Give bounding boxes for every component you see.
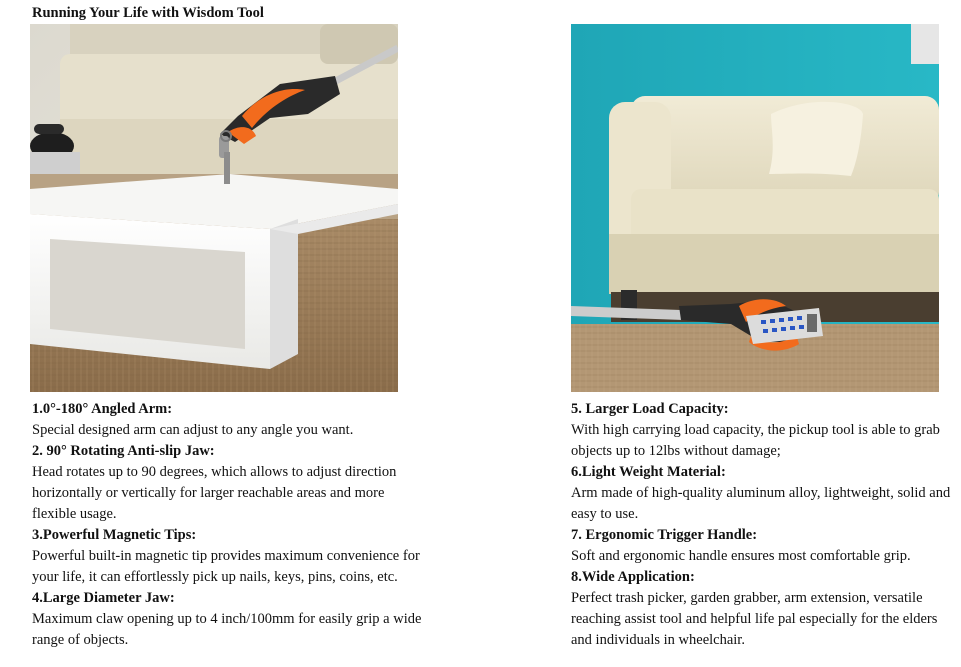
- feature-text: Head rotates up to 90 degrees, which allows to adjust direction horizontally or vertically for larger reachable areas and more flexible usage.: [32, 464, 397, 522]
- feature-item: [32, 441, 422, 525]
- feature-item: [571, 525, 956, 567]
- feature-item: [571, 399, 956, 462]
- feature-item: [571, 567, 956, 651]
- feature-title: 5. Larger Load Capacity:: [571, 401, 729, 417]
- feature-title: 2. 90° Rotating Anti-slip Jaw:: [32, 443, 215, 459]
- feature-text: Special designed arm can adjust to any angle you want.: [32, 422, 354, 438]
- feature-title: 6.Light Weight Material:: [571, 464, 726, 480]
- feature-title: 3.Powerful Magnetic Tips:: [32, 527, 197, 543]
- feature-text: Powerful built-in magnetic tip provides maximum convenience for your life, it can effortlessly pick up nails, keys, pins, coins, etc.: [32, 548, 420, 585]
- photo-grabber-remote: [571, 24, 939, 392]
- feature-title: 4.Large Diameter Jaw:: [32, 590, 175, 606]
- feature-text: Soft and ergonomic handle ensures most comfortable grip.: [571, 548, 911, 564]
- page-title: Running Your Life with Wisdom Tool: [32, 5, 264, 21]
- feature-title: 7. Ergonomic Trigger Handle:: [571, 527, 758, 543]
- photo-grabber-keys: [30, 24, 398, 392]
- feature-text: Maximum claw opening up to 4 inch/100mm for easily grip a wide range of objects.: [32, 611, 422, 648]
- feature-item: [32, 399, 422, 441]
- feature-item: [32, 588, 422, 651]
- feature-item: [571, 462, 956, 525]
- feature-text: Arm made of high-quality aluminum alloy, lightweight, solid and easy to use.: [571, 485, 951, 522]
- features-right-column: [571, 399, 956, 651]
- feature-text: Perfect trash picker, garden grabber, arm extension, versatile reaching assist tool and helpful life pal especially for the elders and individuals in wheelchair.: [571, 590, 938, 648]
- feature-title: 8.Wide Application:: [571, 569, 695, 585]
- feature-item: [32, 525, 422, 588]
- feature-text: With high carrying load capacity, the pickup tool is able to grab objects up to 12lbs without damage;: [571, 422, 940, 459]
- features-left-column: [32, 399, 422, 651]
- feature-title: 1.0°-180° Angled Arm:: [32, 401, 173, 417]
